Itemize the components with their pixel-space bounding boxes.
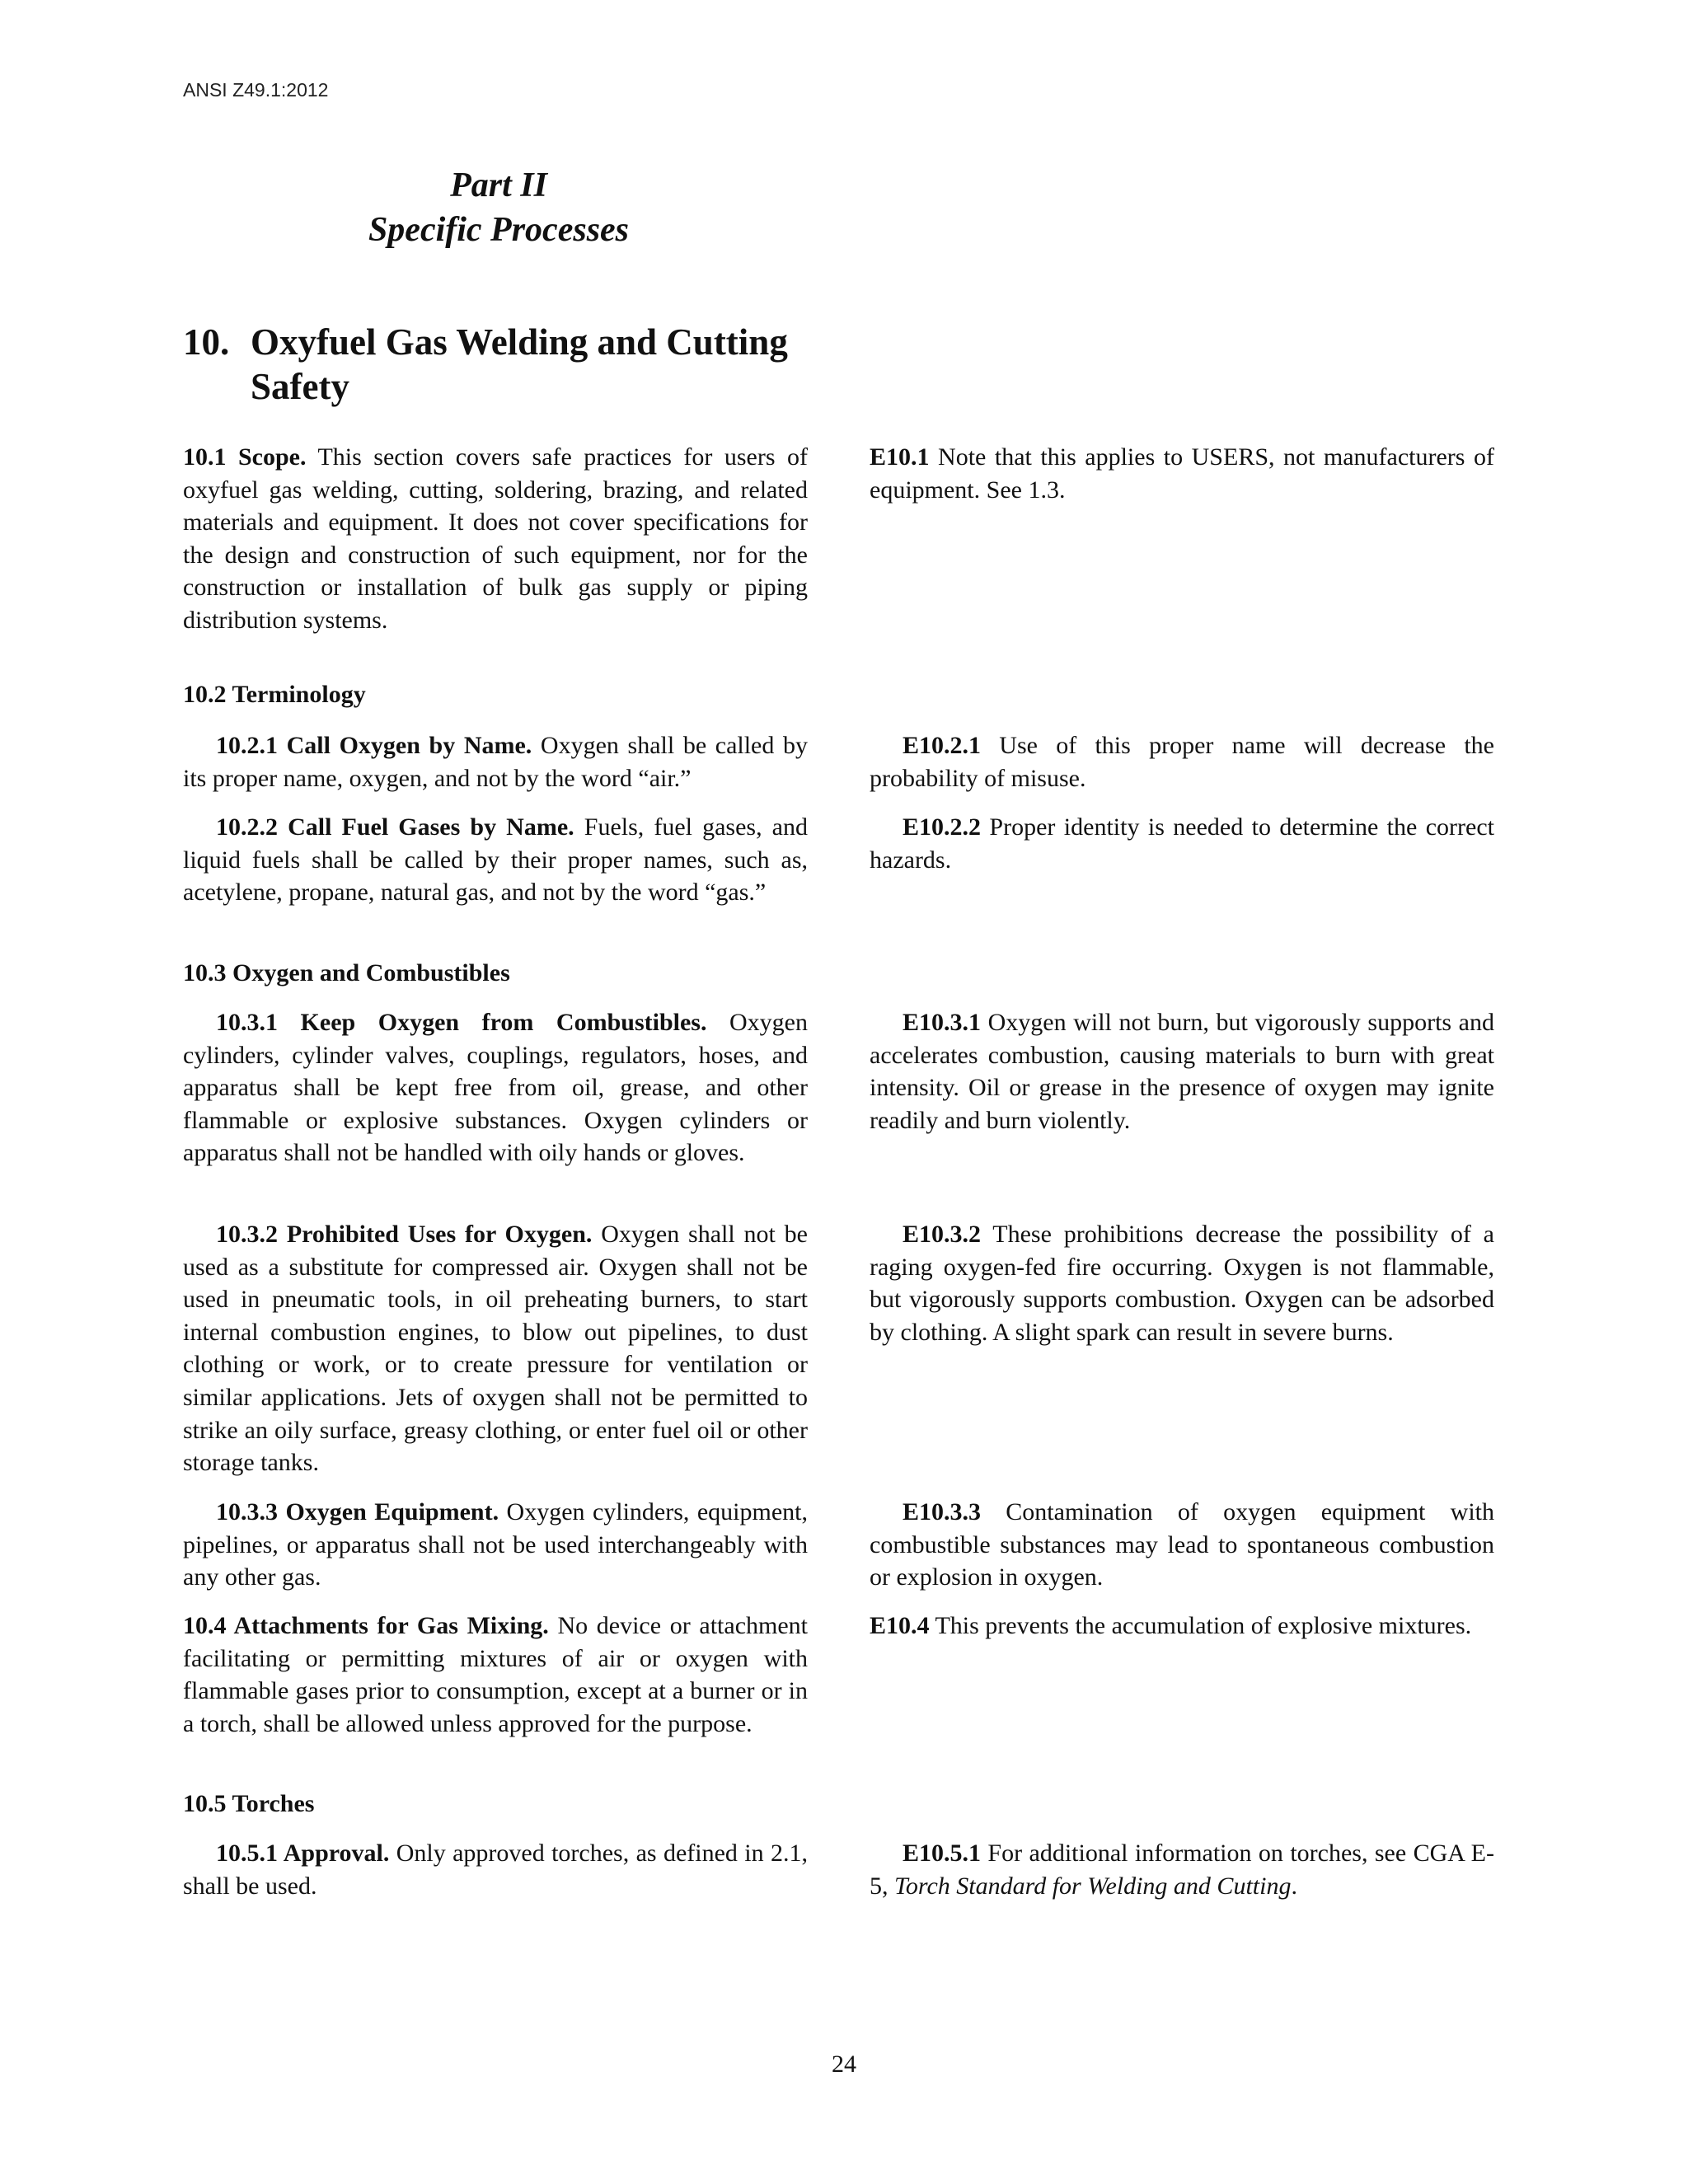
clause-text: Oxygen shall not be used as a substitute for compressed air. Oxygen shall not be used in pneumatic tools, in oil preheating burners, to start internal combustion engines, to blow out pipelines, to dust clothing or work, or to create pressure for ventilation or similar applications. Jets of oxygen shall not be permitted to strike an oily surface, greasy clothing, or enter fuel oil or other storage tanks. xyxy=(183,1221,809,1477)
clause-text: Oxygen shall be called by its proper name, oxygen, and not by the word “air.” xyxy=(183,732,808,792)
explanation-text: Oxygen will not burn, but vigorously supports and accelerates combustion, causing materials to burn with great intensity. Oil or grease in the presence of oxygen may ignite readily and burn violently. xyxy=(870,1009,1494,1134)
explanation-e10-5-1 xyxy=(870,1837,1494,1902)
explanation-text: Proper identity is needed to determine the correct hazards. xyxy=(870,813,1494,874)
explanation-label: E10.2.2 xyxy=(903,813,982,841)
explanation-e10-3-1 xyxy=(870,1006,1494,1137)
referenced-standard-title: Torch Standard for Welding and Cutting xyxy=(894,1872,1292,1900)
clause-label: 10.1 Scope. xyxy=(183,443,307,471)
explanation-e10-3-2 xyxy=(870,1218,1494,1348)
explanation-text: For additional information on torches, see CGA E-5, xyxy=(870,1840,1494,1900)
clause-10-3-2 xyxy=(183,1218,808,1479)
explanation-text: This prevents the accumulation of explosive mixtures. xyxy=(929,1612,1472,1639)
clause-label: 10.3.1 Keep Oxygen from Combustibles. xyxy=(216,1009,707,1036)
explanation-e10-1 xyxy=(870,441,1494,506)
document-standard-id: ANSI Z49.1:2012 xyxy=(183,79,329,101)
section-title-line1: Oxyfuel Gas Welding and Cutting xyxy=(251,321,788,363)
explanation-text: These prohibitions decrease the possibility of a raging oxygen-fed fire occurring. Oxygen is not flammable, but vigorously supports combustion. Oxygen can be adsorbed by clothing. A slight spark can result in severe burns. xyxy=(870,1221,1494,1346)
clause-10-2-1 xyxy=(183,729,808,794)
part-heading xyxy=(185,163,812,252)
clause-label: 10.5.1 Approval. xyxy=(216,1840,390,1867)
explanation-label: E10.4 xyxy=(870,1612,930,1639)
explanation-text: Use of this proper name will decrease the probability of misuse. xyxy=(870,732,1494,792)
explanation-text-end: . xyxy=(1291,1872,1297,1900)
clause-text: Oxygen cylinders, cylinder valves, couplings, regulators, hoses, and apparatus shall be kept free from oil, grease, and other flammable or explosive substances. Oxygen cylinders or apparatus shall not be handled with oily hands or gloves. xyxy=(183,1009,808,1167)
clause-label: 10.3.2 Prohibited Uses for Oxygen. xyxy=(216,1221,593,1248)
explanation-label: E10.3.3 xyxy=(903,1498,982,1526)
clause-10-3-1 xyxy=(183,1006,808,1169)
clause-10-2-2 xyxy=(183,811,808,909)
clause-10-1 xyxy=(183,441,808,637)
explanation-label: E10.3.1 xyxy=(903,1009,982,1036)
explanation-label: E10.1 xyxy=(870,443,930,471)
part-number: Part II xyxy=(450,166,547,204)
clause-label: 10.4 Attachments for Gas Mixing. xyxy=(183,1612,549,1639)
clause-label: 10.2.2 Call Fuel Gases by Name. xyxy=(216,813,574,841)
explanation-e10-3-3 xyxy=(870,1496,1494,1594)
section-number: 10. xyxy=(183,321,230,363)
section-title-line2: Safety xyxy=(251,366,349,407)
page-number: 24 xyxy=(832,2050,856,2078)
section-title xyxy=(183,320,788,409)
clause-10-3-3 xyxy=(183,1496,808,1594)
explanation-text: Note that this applies to USERS, not manufacturers of equipment. See 1.3. xyxy=(870,443,1494,504)
explanation-text: Contamination of oxygen equipment with combustible substances may lead to spontaneous combustion or explosion in oxygen. xyxy=(870,1498,1494,1591)
clause-text: Oxygen cylinders, equipment, pipelines, or apparatus shall not be used interchangeably with any other gas. xyxy=(183,1498,808,1591)
clause-text: Fuels, fuel gases, and liquid fuels shall be called by their proper names, such as, acetylene, propane, natural gas, and not by the word “gas.” xyxy=(183,813,808,907)
explanation-label: E10.2.1 xyxy=(903,732,982,759)
clause-text: No device or attachment facilitating or permitting mixtures of air or oxygen with flammable gases prior to consumption, except at a burner or in a torch, shall be allowed unless approved for the purpose. xyxy=(183,1612,808,1737)
clause-text: This section covers safe practices for users of oxyfuel gas welding, cutting, soldering, brazing, and related materials and equipment. It does not cover specifications for the design and construction of such equipment, nor for the construction or installation of bulk gas supply or piping distribution systems. xyxy=(183,443,808,634)
explanation-e10-2-1 xyxy=(870,729,1494,794)
clause-10-4 xyxy=(183,1610,808,1740)
clause-text: Only approved torches, as defined in 2.1, shall be used. xyxy=(183,1840,808,1900)
clause-label: 10.3.3 Oxygen Equipment. xyxy=(216,1498,499,1526)
heading-10-2: 10.2 Terminology xyxy=(183,681,366,708)
explanation-label: E10.5.1 xyxy=(903,1840,982,1867)
clause-10-5-1 xyxy=(183,1837,808,1902)
part-subtitle: Specific Processes xyxy=(368,211,630,249)
heading-10-5: 10.5 Torches xyxy=(183,1790,315,1817)
explanation-label: E10.3.2 xyxy=(903,1221,982,1248)
explanation-e10-2-2 xyxy=(870,811,1494,876)
heading-10-3: 10.3 Oxygen and Combustibles xyxy=(183,959,510,987)
explanation-e10-4 xyxy=(870,1610,1494,1643)
clause-label: 10.2.1 Call Oxygen by Name. xyxy=(216,732,532,759)
